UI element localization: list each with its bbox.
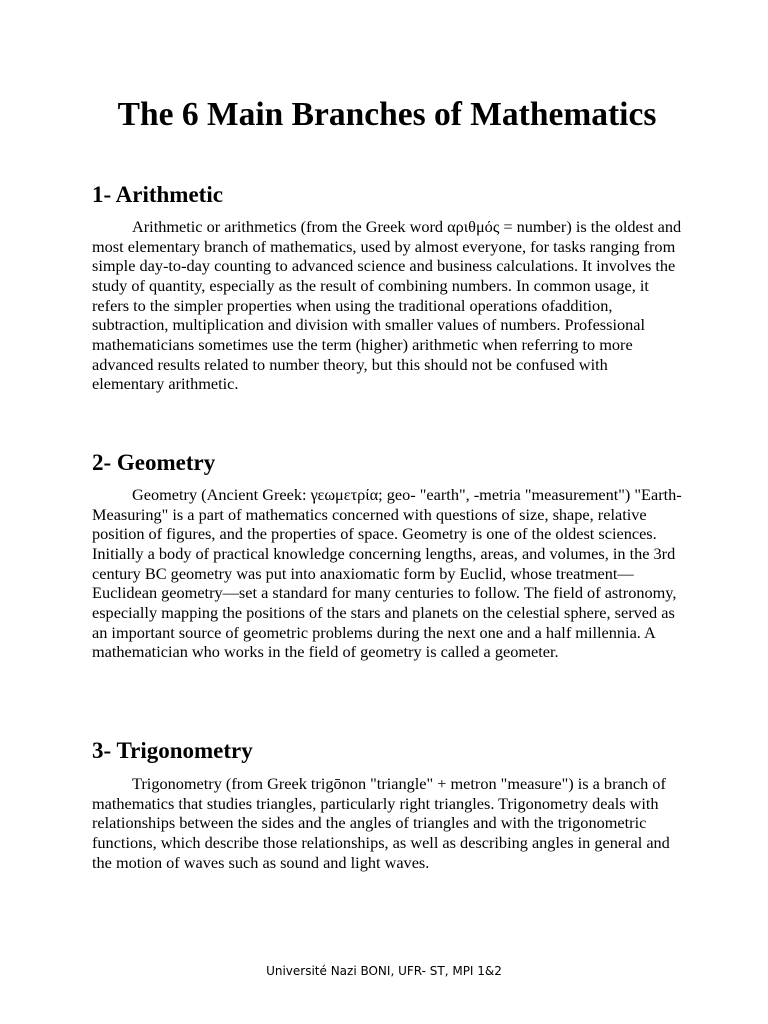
section-body-trigonometry: Trigonometry (from Greek trigōnon "triangle" + metron "measure") is a branch of mathematics that studies triangles, particularly right triangles. Trigonometry deals with relationships between the sides and the angles of triangles and with the trigonometric functions, which describe those relationships, as well as describing angles in general and the motion of waves such as sound and light waves. bbox=[92, 774, 670, 872]
document-page bbox=[92, 0, 682, 1024]
section-body-arithmetic: Arithmetic or arithmetics (from the Greek word αριθμός = number) is the oldest and most elementary branch of mathematics, used by almost everyone, for tasks ranging from simple day-to-day counting to advanced science and business calculations. It involves the study of quantity, especially as the result of combining numbers. In common usage, it refers to the simpler properties when using the traditional operations ofaddition, subtraction, multiplication and division with smaller values of numbers. Professional mathematicians sometimes use the term (higher) arithmetic when referring to more advanced results related to number theory, but this should not be confused with elementary arithmetic. bbox=[92, 217, 682, 394]
section-heading-arithmetic: 1- Arithmetic bbox=[92, 182, 223, 207]
document-title: The 6 Main Branches of Mathematics bbox=[117, 96, 657, 133]
page-footer: Université Nazi BONI, UFR- ST, MPI 1&2 bbox=[266, 964, 502, 978]
section-body-geometry: Geometry (Ancient Greek: γεωμετρία; geo- "earth", -metria "measurement") "Earth-Measuring" is a part of mathematics concerned with questions of size, shape, relative position of figures, and the properties of space. Geometry is one of the oldest sciences. Initially a body of practical knowledge concerning lengths, areas, and volumes, in the 3rd century BC geometry was put into anaxiomatic form by Euclid, whose treatment—Euclidean geometry—set a standard for many centuries to follow. The field of astronomy, especially mapping the positions of the stars and planets on the celestial sphere, served as an important source of geometric problems during the next one and a half millennia. A mathematician who works in the field of geometry is called a geometer. bbox=[92, 485, 682, 662]
section-heading-geometry: 2- Geometry bbox=[92, 450, 216, 475]
section-heading-trigonometry: 3- Trigonometry bbox=[92, 738, 253, 763]
